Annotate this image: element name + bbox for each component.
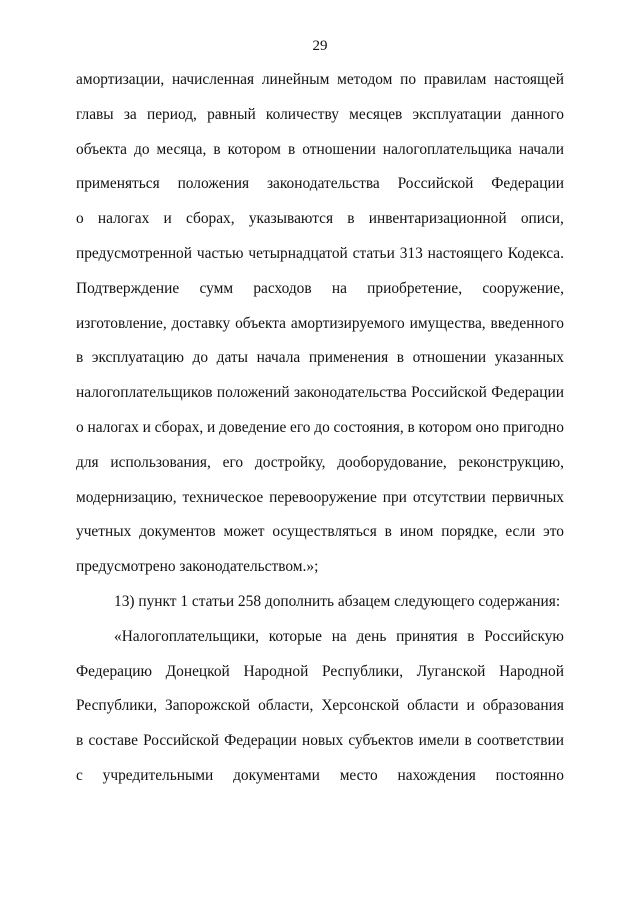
word: имели [418, 732, 460, 750]
text-line [76, 453, 564, 488]
word: налогоплательщиков [76, 384, 213, 402]
text-line [76, 348, 564, 383]
word: сооружение, [482, 279, 564, 297]
word: Республики, [76, 697, 158, 715]
word: месяцев [349, 105, 403, 123]
word: законодательства [266, 175, 380, 193]
word: достройку, [254, 453, 326, 471]
word: применяться [76, 175, 160, 193]
word: в [396, 349, 405, 367]
word: его [290, 418, 311, 436]
word: налогоплательщика [382, 140, 512, 158]
word: за [123, 105, 137, 123]
word: Народной [499, 662, 564, 680]
word: использования, [110, 453, 211, 471]
word: доставку [171, 314, 231, 332]
word: Луганской [416, 662, 486, 680]
word: законодательства [293, 384, 407, 402]
word: даты [216, 349, 248, 367]
word: период, [146, 105, 197, 123]
word: документами [233, 766, 320, 784]
text-line-list-item: 13) пункт 1 статьи 258 дополнить абзацем следующего содержания: [114, 592, 561, 610]
word: принятия [396, 627, 458, 645]
word: сборах, [154, 418, 204, 436]
word: начисленная [171, 71, 255, 88]
word: порядке, [441, 523, 498, 541]
word: начали [518, 140, 564, 158]
word: техническое [182, 488, 264, 506]
word: объекта [235, 314, 287, 332]
word: Народной [243, 662, 309, 680]
word: налогах [97, 210, 150, 228]
text-line-paragraph-end: предусмотрено законодательством.»; [76, 558, 319, 576]
word: главы [76, 105, 114, 123]
word: Федерации [224, 732, 297, 750]
word: с [76, 766, 83, 784]
word: Подтверждение [76, 279, 180, 297]
word: отсутствии [412, 488, 486, 506]
word: линейным [261, 71, 330, 88]
word: и [466, 697, 475, 715]
word: Российскую [484, 627, 564, 645]
word: состояния, [333, 418, 404, 436]
word: положения [177, 175, 250, 193]
word: перевооружение [269, 488, 377, 506]
text-line-quote-start [76, 627, 564, 662]
text-line [76, 766, 564, 801]
word: месяца, [156, 140, 207, 158]
word: до [192, 349, 209, 367]
word: на [331, 279, 347, 297]
text-line [76, 70, 564, 105]
word: области [407, 697, 459, 715]
word: модернизацию, [76, 488, 177, 506]
word: о [76, 210, 84, 228]
word: Запорожской [165, 697, 251, 715]
word: постоянно [495, 766, 564, 784]
word: Федерацию [76, 662, 152, 680]
word: в [384, 523, 392, 541]
document-body [76, 70, 564, 801]
text-line [76, 488, 564, 523]
word: это [543, 523, 564, 541]
word: «Налогоплательщики, [114, 627, 260, 645]
text-line [76, 244, 564, 279]
word: осуществляться [272, 523, 377, 541]
text-line [76, 279, 564, 314]
word: Федерации [491, 384, 564, 402]
word: котором [227, 140, 281, 158]
word: положений [216, 384, 290, 402]
word: частью [196, 244, 244, 262]
word: место [339, 766, 378, 784]
word: на [331, 627, 347, 645]
word: Российской [411, 384, 487, 402]
word: Российской [397, 175, 474, 193]
word: эксплуатации [412, 105, 502, 123]
word: образования [482, 697, 564, 715]
word: при [382, 488, 407, 506]
word: изготовление, [76, 314, 167, 332]
word: в [347, 210, 355, 228]
word: инвентаризационной [368, 210, 507, 228]
word: сборах, [185, 210, 235, 228]
text-line [76, 383, 564, 418]
text-line [76, 522, 564, 557]
word: доведение [219, 418, 287, 436]
word: сумм [199, 279, 234, 297]
word: для [76, 453, 99, 471]
word: Республики, [322, 662, 404, 680]
word: правилам [423, 71, 487, 88]
word: в [287, 140, 296, 158]
word: методом [337, 71, 393, 88]
word: начала [256, 349, 301, 367]
word: применения [308, 349, 389, 367]
word: Федерации [491, 175, 564, 193]
word: и [163, 210, 172, 228]
word: учетных [76, 523, 132, 541]
word: описи, [520, 210, 564, 228]
word: Кодекса. [507, 244, 564, 262]
word: имущества, [409, 314, 486, 332]
word: настоящей [494, 71, 564, 88]
word: пригодно [502, 418, 564, 436]
word: может [223, 523, 265, 541]
word: субъектов [348, 732, 414, 750]
word: налогах [87, 418, 139, 436]
word: Российской [143, 732, 219, 750]
text-line [76, 731, 564, 766]
word: введенного [490, 314, 564, 332]
word: соответствии [476, 732, 564, 750]
text-line [76, 209, 564, 244]
word: эксплуатацию [91, 349, 184, 367]
text-line [76, 696, 564, 731]
text-line [76, 662, 564, 697]
word: отношении [302, 140, 376, 158]
word: первичных [491, 488, 564, 506]
text-line [76, 140, 564, 175]
word: дооборудование, [337, 453, 447, 471]
word: оно [475, 418, 500, 436]
word: в [76, 349, 84, 367]
word: приобретение, [367, 279, 463, 297]
word: равный [207, 105, 256, 123]
word: настоящего [427, 244, 503, 262]
word: данного [511, 105, 564, 123]
word: четырнадцатой [248, 244, 348, 262]
word: нахождения [397, 766, 476, 784]
word: статьи [352, 244, 395, 262]
word: области, [258, 697, 314, 715]
word: если [505, 523, 536, 541]
word: документов [139, 523, 216, 541]
word: предусмотренной [76, 244, 192, 262]
page-number: 29 [312, 38, 328, 54]
word: по [400, 71, 417, 88]
word: Донецкой [165, 662, 230, 680]
text-line [76, 418, 564, 453]
word: в [467, 627, 475, 645]
word: и [207, 418, 216, 436]
word: в [464, 732, 472, 750]
word: новых [301, 732, 344, 750]
word: амортизируемого [290, 314, 405, 332]
word: и [142, 418, 151, 436]
word: указанных [494, 349, 564, 367]
word: объекта [76, 140, 127, 158]
word: котором [418, 418, 472, 436]
word: в [407, 418, 415, 436]
word: в [76, 732, 84, 750]
word: до [133, 140, 150, 158]
word: отношении [412, 349, 487, 367]
word: амортизации, [76, 71, 165, 88]
word: расходов [253, 279, 312, 297]
word: день [356, 627, 387, 645]
word: учредительными [102, 766, 214, 784]
word: количеству [265, 105, 339, 123]
word: до [314, 418, 330, 436]
word: о [76, 418, 84, 436]
word: указываются [248, 210, 334, 228]
word: Херсонской [321, 697, 400, 715]
word: которые [268, 627, 322, 645]
word: составе [88, 732, 138, 750]
text-line [76, 314, 564, 349]
word: 313 [399, 244, 423, 262]
word: в [213, 140, 221, 158]
text-line [76, 174, 564, 209]
word: ином [399, 523, 434, 541]
word: реконструкцию, [458, 453, 564, 471]
word: его [222, 453, 244, 471]
text-line [76, 105, 564, 140]
